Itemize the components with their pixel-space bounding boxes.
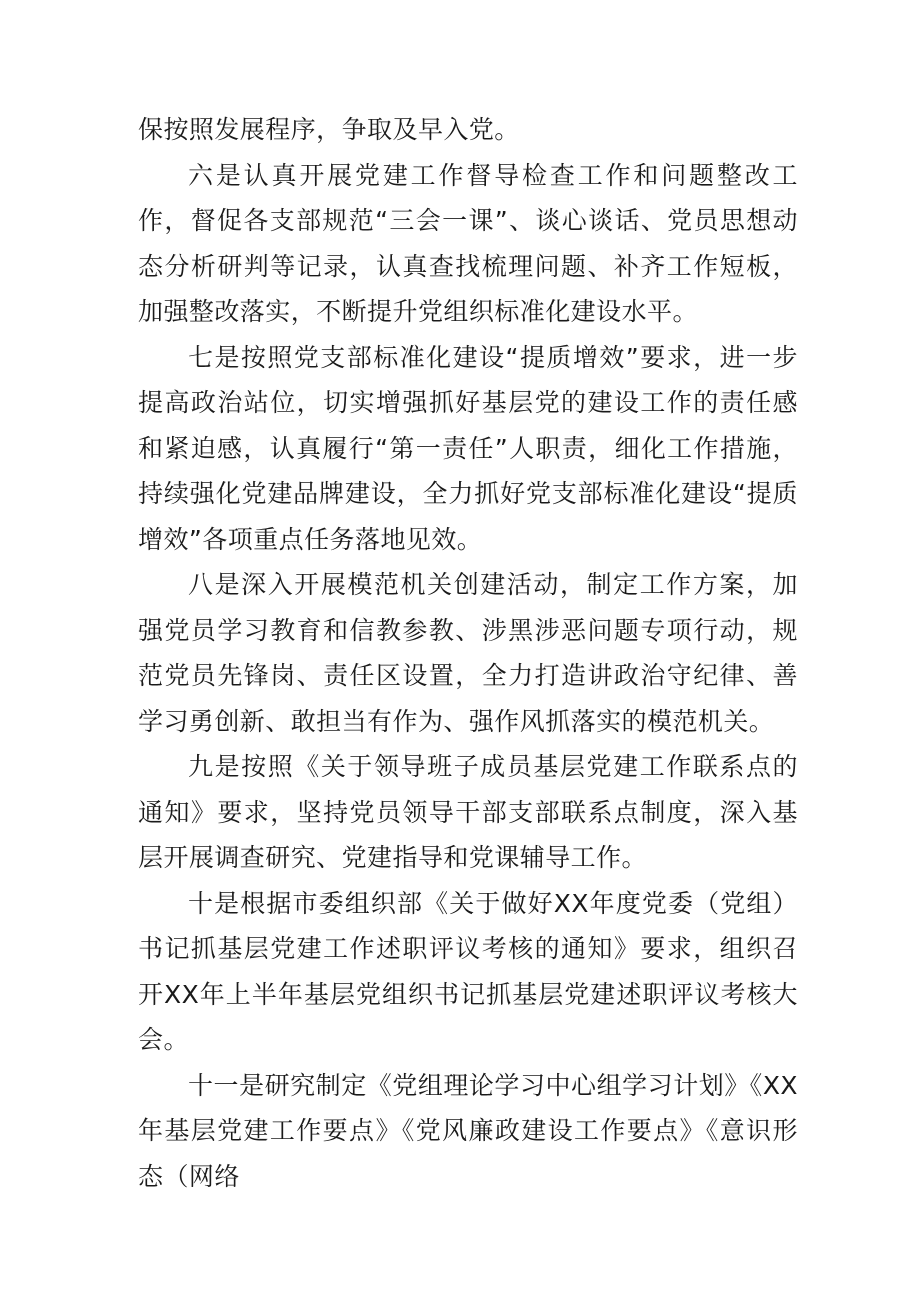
paragraph-item-10: 十是根据市委组织部《关于做好XX年度党委（党组）书记抓基层党建工作述职评议考核的通知》要求，组织召开XX年上半年基层党组织书记抓基层党建述职评议考核大会。 bbox=[138, 888, 798, 1054]
paragraph-item-9: 九是按照《关于领导班子成员基层党建工作联系点的通知》要求，坚持党员领导干部支部联系点制度，深入基层开展调查研究、党建指导和党课辅导工作。 bbox=[138, 752, 798, 872]
paragraph-continuation: 保按照发展程序，争取及早入党。 bbox=[138, 115, 520, 144]
paragraph-item-8: 八是深入开展模范机关创建活动，制定工作方案，加强党员学习教育和信教参教、涉黑涉恶问题专项行动，规范党员先锋岗、责任区设置，全力打造讲政治守纪律、善学习勇创新、敢担当有作为、强作风抓落实的模范机关。 bbox=[138, 570, 798, 736]
paragraph-item-11: 十一是研究制定《党组理论学习中心组学习计划》《XX年基层党建工作要点》《党风廉政建设工作要点》《意识形态（网络 bbox=[138, 1070, 798, 1191]
paragraph-item-7: 七是按照党支部标准化建设“提质增效”要求，进一步提高政治站位，切实增强抓好基层党的建设工作的责任感和紧迫感，认真履行“第一责任”人职责，细化工作措施，持续强化党建品牌建设，全力抓好党支部标准化建设“提质增效”各项重点任务落地见效。 bbox=[138, 342, 798, 554]
paragraph-item-6: 六是认真开展党建工作督导检查工作和问题整改工作，督促各支部规范“三会一课”、谈心谈话、党员思想动态分析研判等记录，认真查找梳理问题、补齐工作短板，加强整改落实，不断提升党组织标准化建设水平。 bbox=[138, 160, 798, 326]
document-body bbox=[138, 107, 798, 1199]
